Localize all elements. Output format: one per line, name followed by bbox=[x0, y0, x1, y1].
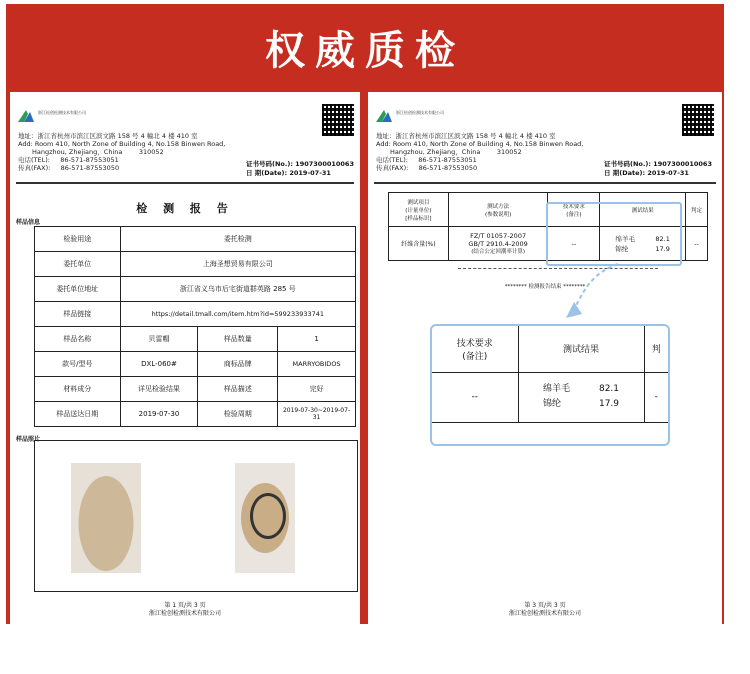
fiber-value: 82.1 bbox=[655, 234, 670, 243]
address-block bbox=[376, 132, 583, 172]
report-title: 检 测 报 告 bbox=[136, 202, 234, 215]
sample-photo-top bbox=[71, 463, 141, 573]
cell-value: https://detail.tmall.com/item.htm?id=599233933741 bbox=[120, 302, 355, 327]
page-1-footer bbox=[10, 602, 360, 618]
fiber-name: 锦纶 bbox=[542, 399, 561, 409]
report-page-3 bbox=[368, 92, 722, 624]
fiber-name: 绵羊毛 bbox=[542, 384, 570, 394]
table-row bbox=[35, 252, 356, 277]
cell-label: 材料成分 bbox=[35, 377, 121, 402]
address-en-2: Hangzhou, Zhejiang，China 310052 bbox=[32, 148, 164, 156]
col-judge: 判 bbox=[644, 326, 668, 372]
cell-label: 检验用途 bbox=[35, 227, 121, 252]
result-callout bbox=[430, 324, 670, 446]
end-note: ******** 检测报告结束 ******** bbox=[504, 284, 586, 290]
fiber-row bbox=[521, 382, 642, 397]
table-row bbox=[35, 402, 356, 427]
cell-label: 款号/型号 bbox=[35, 352, 121, 377]
callout-table bbox=[432, 326, 668, 423]
cell-value: 委托检测 bbox=[120, 227, 355, 252]
fiber-name: 锦纶 bbox=[615, 244, 629, 253]
method-line: GB/T 2910.4-2009 bbox=[468, 239, 528, 248]
footer-org: 浙江检创检测技术有限公司 bbox=[148, 610, 221, 617]
org-logo-icon bbox=[18, 110, 34, 122]
banner bbox=[6, 4, 724, 90]
cert-block bbox=[246, 160, 354, 178]
fiber-row bbox=[521, 397, 642, 412]
table-header-row bbox=[432, 326, 668, 372]
cell-label: 样品描述 bbox=[198, 377, 278, 402]
address-en-2: Hangzhou, Zhejiang，China 310052 bbox=[390, 148, 522, 156]
cell-value: 2019-07-30 bbox=[120, 402, 198, 427]
qr-code bbox=[322, 104, 354, 136]
sample-photo-box bbox=[34, 440, 358, 592]
cell-value: MARRYOBIDOS bbox=[278, 352, 356, 377]
section-sample-info: 样品信息 bbox=[16, 219, 41, 226]
sample-info-table bbox=[34, 226, 356, 427]
highlight-frame bbox=[546, 202, 682, 266]
sample-photo-inside bbox=[235, 463, 295, 573]
col-req: 技术要求 (备注) bbox=[432, 326, 518, 372]
address-en-1: Add: Room 410, North Zone of Building 4, No.158 Binwen Road, bbox=[18, 140, 226, 148]
tel: 电话(TEL): 86-571-87553051 bbox=[376, 156, 477, 164]
cell-value: 1 bbox=[278, 327, 356, 352]
cell-value: 上海圣想贸易有限公司 bbox=[120, 252, 355, 277]
cell-label: 样品名称 bbox=[35, 327, 121, 352]
section-sample-photo: 样品照片 bbox=[16, 436, 41, 443]
table-row bbox=[35, 277, 356, 302]
table-row bbox=[35, 352, 356, 377]
table-row bbox=[35, 377, 356, 402]
page-number: 第 3 页/共 3 页 bbox=[524, 602, 566, 609]
address-en-1: Add: Room 410, North Zone of Building 4, No.158 Binwen Road, bbox=[376, 140, 584, 148]
org-logo-text: 浙江检创检测技术有限公司 bbox=[396, 110, 444, 115]
fiber-value: 82.1 bbox=[598, 384, 620, 394]
cell-method bbox=[448, 227, 548, 261]
org-logo-text: 浙江检创检测技术有限公司 bbox=[38, 110, 86, 115]
fax: 传真(FAX): 86-571-87553050 bbox=[18, 164, 120, 172]
cert-number: 证书号码(No.): 1907300010063 bbox=[604, 160, 712, 168]
col-req: 技术要求 (备注) bbox=[548, 193, 600, 227]
report-frame bbox=[6, 4, 724, 624]
table-row bbox=[35, 302, 356, 327]
col-judge: 判定 bbox=[686, 193, 708, 227]
cell-label: 委托单位地址 bbox=[35, 277, 121, 302]
banner-title: 权威质检 bbox=[265, 26, 465, 74]
cell-label: 检验周期 bbox=[198, 402, 278, 427]
page-number: 第 1 页/共 3 页 bbox=[164, 602, 206, 609]
report-date: 日 期(Date): 2019-07-31 bbox=[246, 169, 331, 177]
fiber-value: 17.9 bbox=[655, 244, 670, 253]
col-result: 测试结果 bbox=[600, 193, 686, 227]
qr-code bbox=[682, 104, 714, 136]
cell-value: 浙江省义乌市后宅街道群英路 285 号 bbox=[120, 277, 355, 302]
page-3-footer bbox=[368, 602, 722, 618]
cell-item: 纤维含量(%) bbox=[389, 227, 449, 261]
fax: 传真(FAX): 86-571-87553050 bbox=[376, 164, 478, 172]
cell-value: 详见检验结果 bbox=[120, 377, 198, 402]
cert-number: 证书号码(No.): 1907300010063 bbox=[246, 160, 354, 168]
col-result: 测试结果 bbox=[518, 326, 644, 372]
address-cn: 地址：浙江省杭州市滨江区滨文路 158 号 4 幢北 4 楼 410 室 bbox=[376, 132, 556, 140]
fiber-name: 绵羊毛 bbox=[615, 234, 635, 243]
cell-judge: - bbox=[644, 372, 668, 422]
table-row bbox=[35, 327, 356, 352]
cert-block bbox=[604, 160, 712, 178]
table-row bbox=[432, 372, 668, 422]
table-row bbox=[35, 227, 356, 252]
cell-label: 样品数量 bbox=[198, 327, 278, 352]
cell-label: 样品送达日期 bbox=[35, 402, 121, 427]
cell-value: 贝雷帽 bbox=[120, 327, 198, 352]
address-cn: 地址：浙江省杭州市滨江区滨文路 158 号 4 幢北 4 楼 410 室 bbox=[18, 132, 198, 140]
report-page-1 bbox=[10, 92, 360, 624]
method-line: FZ/T 01057-2007 bbox=[470, 231, 527, 240]
cell-label: 委托单位 bbox=[35, 252, 121, 277]
org-logo-icon bbox=[376, 110, 392, 122]
col-item: 测试项目 (计量单位) [样品标识] bbox=[389, 193, 449, 227]
header-rule bbox=[16, 182, 354, 184]
cell-req: -- bbox=[432, 372, 518, 422]
arrow-icon bbox=[556, 260, 626, 324]
footer-org: 浙江检创检测技术有限公司 bbox=[508, 610, 581, 617]
cell-req: -- bbox=[548, 227, 600, 261]
cell-value: 完好 bbox=[278, 377, 356, 402]
cell-label: 商标品牌 bbox=[198, 352, 278, 377]
col-method: 测试方法 (参数说明) bbox=[448, 193, 548, 227]
header-rule bbox=[374, 182, 716, 184]
cell-value: 2019-07-30~2019-07-31 bbox=[278, 402, 356, 427]
cell-label: 样品链接 bbox=[35, 302, 121, 327]
cell-value: DXL-060# bbox=[120, 352, 198, 377]
tel: 电话(TEL): 86-571-87553051 bbox=[18, 156, 119, 164]
method-line: (结合公定回潮率计算) bbox=[471, 248, 525, 255]
fiber-value: 17.9 bbox=[598, 399, 620, 409]
cell-judge: -- bbox=[686, 227, 708, 261]
address-block bbox=[18, 132, 225, 172]
cell-result bbox=[518, 372, 644, 422]
report-date: 日 期(Date): 2019-07-31 bbox=[604, 169, 689, 177]
